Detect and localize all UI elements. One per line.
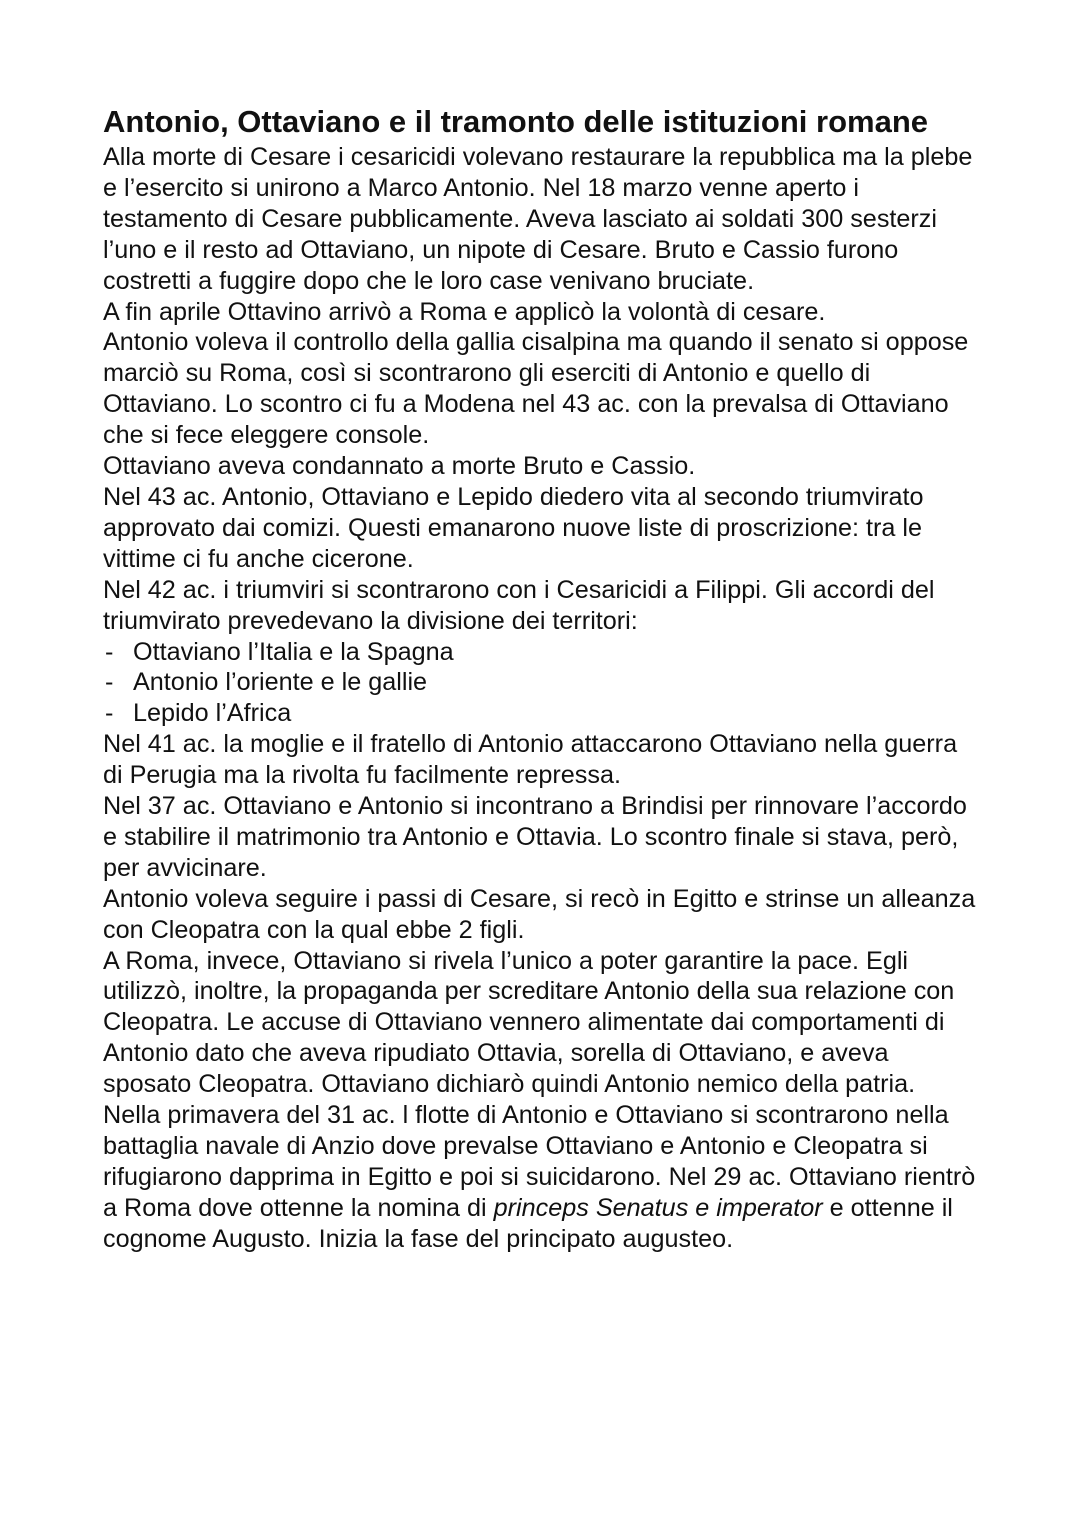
paragraph-final xyxy=(103,1100,983,1255)
paragraph-brindisi: Nel 37 ac. Ottaviano e Antonio si incontrano a Brindisi per rinnovare l’accordo e stabilire il matrimonio tra Antonio e Ottavia. Lo scontro finale si stava, però, per avvicinare. xyxy=(103,792,967,882)
paragraph-modena: Antonio voleva il controllo della gallia cisalpina ma quando il senato si oppose marciò su Roma, così si scontrarono gli eserciti di Antonio e quello di Ottaviano. Lo scontro ci fu a Modena nel 43 ac. con la prevalsa di Ottaviano che si fece eleggere console. xyxy=(103,328,969,450)
paragraph-propaganda: A Roma, invece, Ottaviano si rivela l’unico a poter garantire la pace. Egli utilizzò, inoltre, la propaganda per screditare Antonio della sua relazione con Cleopatra. Le accuse di Ottaviano vennero alimentate dai comportamenti di Antonio dato che aveva ripudiato Ottavia, sorella di Ottaviano, e aveva sposato Cleopatra. Ottaviano dichiarò quindi Antonio nemico della patria. xyxy=(103,946,955,1099)
list-item xyxy=(103,698,983,729)
final-text-part1: Nella primavera del 31 ac. l flotte di Antonio e Ottaviano si scontrarono nella battaglia navale di Anzio dove prevalse Ottaviano e Antonio e Cleopatra si rifugiarono dapprima in Egitto e poi si suicidarono. Nel 29 ac. Ottaviano rientrò a Roma dove ottenne la nomina di xyxy=(103,1101,976,1222)
list-item-text: Antonio l’oriente e le gallie xyxy=(133,668,428,697)
final-text-italic: princeps Senatus e imperator xyxy=(493,1193,823,1222)
paragraph-condemnation: Ottaviano aveva condannato a morte Bruto e Cassio. xyxy=(103,452,696,481)
document-title: Antonio, Ottaviano e il tramonto delle istituzioni romane xyxy=(103,104,928,139)
paragraph-ottaviano-arrival: A fin aprile Ottavino arrivò a Roma e applicò la volontà di cesare. xyxy=(103,297,826,326)
list-dash: - xyxy=(105,637,114,666)
paragraph-filippi: Nel 42 ac. i triumviri si scontrarono con i Cesaricidi a Filippi. Gli accordi del triumvirato prevedevano la divisione dei territori: xyxy=(103,575,935,635)
territory-list xyxy=(103,637,983,730)
list-dash: - xyxy=(105,699,114,728)
paragraph-perugia: Nel 41 ac. la moglie e il fratello di Antonio attaccarono Ottaviano nella guerra di Perugia ma la rivolta fu facilmente repressa. xyxy=(103,730,958,790)
list-item xyxy=(103,637,983,668)
document-page xyxy=(103,104,983,1255)
paragraph-cesare-death: Alla morte di Cesare i cesaricidi volevano restaurare la repubblica ma la plebe e l’esercito si unirono a Marco Antonio. Nel 18 marzo venne aperto i testamento di Cesare pubblicamente. Aveva lasciato ai soldati 300 sesterzi l’uno e il resto ad Ottaviano, un nipote di Cesare. Bruto e Cassio furono costretti a fuggire dopo che le loro case venivano bruciate. xyxy=(103,143,973,295)
list-item-text: Lepido l’Africa xyxy=(133,699,292,728)
paragraph-egitto: Antonio voleva seguire i passi di Cesare, si recò in Egitto e strinse un alleanza con Cleopatra con la qual ebbe 2 figli. xyxy=(103,884,976,944)
list-dash: - xyxy=(105,668,114,697)
list-item-text: Ottaviano l’Italia e la Spagna xyxy=(133,637,454,666)
final-text-part2: e ottenne il cognome Augusto. Inizia la fase del principato augusteo. xyxy=(103,1193,953,1253)
list-item xyxy=(103,667,983,698)
paragraph-triumvirate: Nel 43 ac. Antonio, Ottaviano e Lepido diedero vita al secondo triumvirato approvato dai comizi. Questi emanarono nuove liste di proscrizione: tra le vittime ci fu anche cicerone. xyxy=(103,482,924,573)
